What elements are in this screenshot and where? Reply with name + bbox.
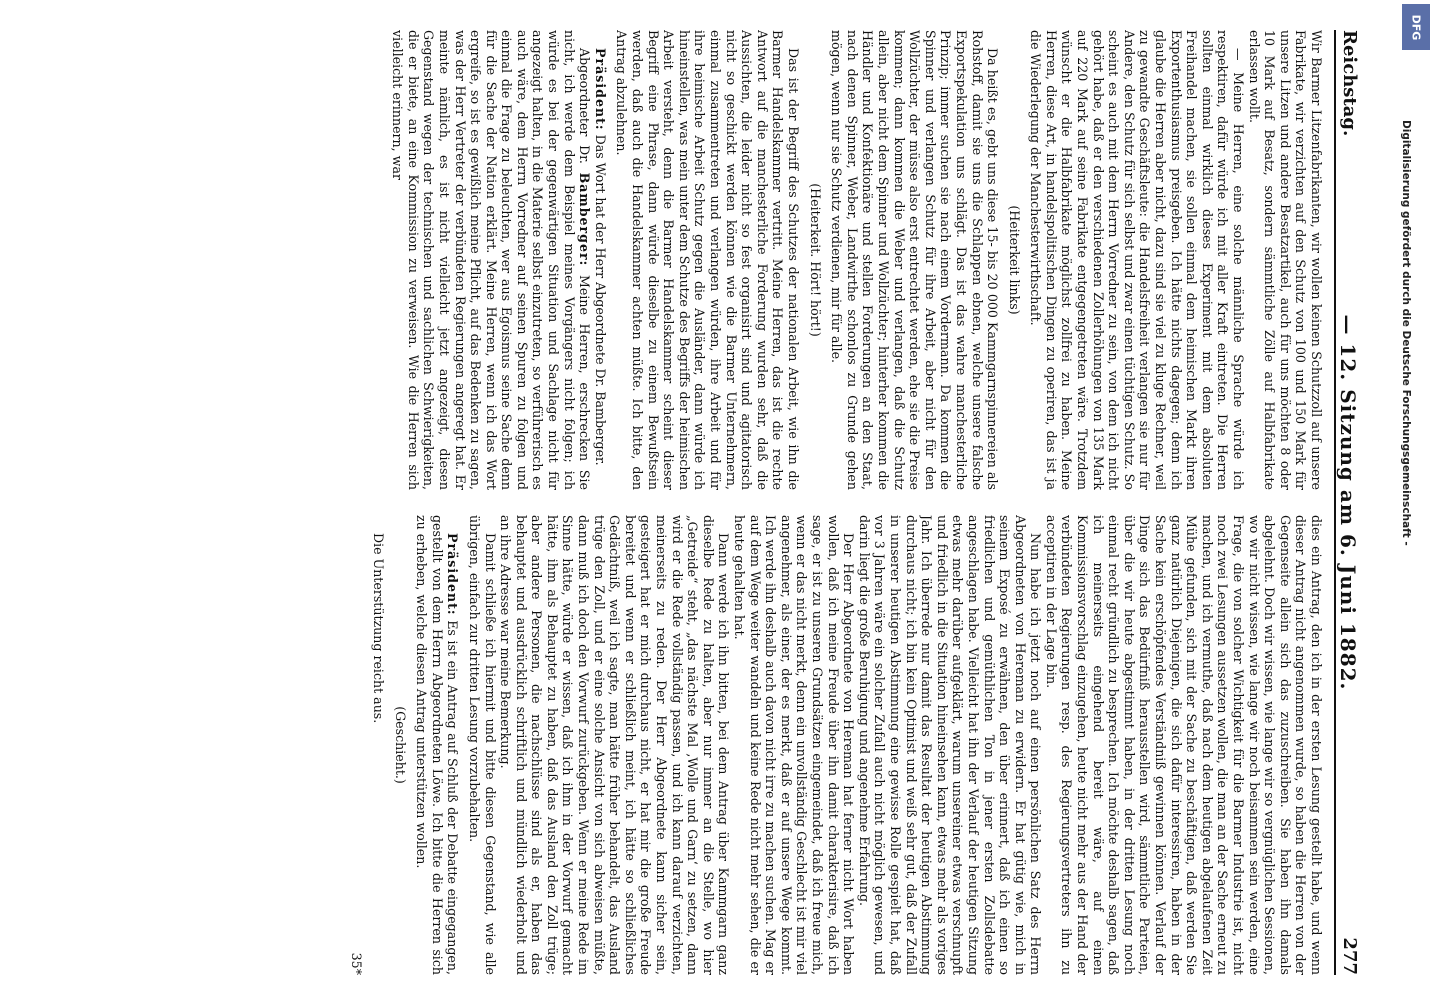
speech-text: Das Wort hat der Herr Abgeordnete Dr. Bamberger. [592,130,608,466]
interjection: (Heiterkeit. Hört! hört!) [807,183,823,337]
page-header [1334,30,1362,975]
interjection: (Geschieht.) [392,706,408,784]
paragraph: dies ein Antrag, den ich in der ersten Lesung gestellt habe, und wenn dieser Antrag nicht angenommen wurde, so haben die Herren von der Gegenseite allein sich das zuzuschreiben. Sie haben ihn damals abgelehnt. Doch wir wissen, wie lange wir so vergnüglichen Sessionen, wo wir nicht wissen, wie lange wir noch beisammen sein werden, eine Frage, die von solcher Wichtigkeit für die Barmer Industrie ist, nicht noch zwei Lesungen aussetzen wollen, die man an der Sache erneut zu machen, und ich vermuthe, daß nach dem heutigen abgelaufenen Zeit Mühe gefunden, sich mit der Sache zu beschäftigen, daß werden Sie ganz natürlich Diejenigen, die sich dafür interessiren, haben in der Sache kein erschöpfendes Verständniß gewinnen können. Verlauf der Dinge sich das Bedürfniß herausstellen wird, sämmtliche Parteien, über die wir heute abgestimmt haben, in der dritten Lesung noch einmal recht gründlich zu besprechen. Ich möchte deshalb sagen, daß ich meinerseits eingehend bereit wäre, auf einen Kommissionsvorschlag einzugehen, heute nicht mehr aus der Hand der verbündeten Regierungen resp. des Regierungsvertreters ihn zu acceptiren in der Lage bin. [1043,515,1324,975]
signature-mark: 35* [349,952,365,975]
dfg-logo [1402,4,1430,50]
speaker-title: Abgeordneter Dr. [577,48,593,173]
left-column [44,30,1324,490]
speech-text: Es ist ein Antrag auf Schluß der Debatte eingegangen, gestellt von dem Herrn Abgeordneten Löwe. Ich bitte die Herren sich zu erheben, welche diesen Antrag unterstützen wollen. [414,515,461,975]
header-publication: Reichstag. [1339,30,1360,137]
paragraph: Da heißt es, gebt uns diese 15- bis 20 000 Kammgarnspinnereien als Rohstoff, damit sie uns die Schlappen ebnen, welche unsere falsche Exportspekulation uns schlägt. Das ist das wahre manchesterliche Prinzip; immer suchen sie nach einem Vordermann. Da kommen die Spinner und verlangen Schutz für ihre Arbeit, aber nicht für den Wollzüchter, der müsse also erst entrechtet werden, ehe sie die Preise kommen; dann kommen die Weber und verlangen, daß die Schutz allein, aber nicht dem Spinner und Wollzüchter; hinterher kommen die Händler und Konfektionäre und stellen Forderungen an den Staat, nach denen Spinner, Weber, Landwirthe schonlos zu Grunde gehen mögen, wenn nur sie Schutz verdienen, mir für alle. [829,30,1001,490]
speaker-name: Bamberger: [577,172,593,267]
paragraph: Nun habe ich jetzt noch auf einen persönlichen Satz des Herrn Abgeordneten von Hereman zu erwidern. Er hat gütig wie, mich in seinem Exposé zu erwähnen, den über erinnert, daß ich einen so friedlichen und gemüthlichen Ton in jener ersten Zollsdebatte angeschlagen habe. Vielleicht hat ihn der Verlauf der heutigen Sitzung etwas mehr darüber aufgeklärt, warum unsereiner etwas verschnupft und friedlich in die Situation hineinsehen kann, etwas mehr als voriges Jahr. Ich überrede nur damit das Resultat der heutigen Abstimmung durchaus nicht; ich bin kein Optimist und weiß sehr gut, daß der Zufall in unserer heutigen Abstimmung eine gewisse Rolle gespielt hat, daß vor 3 Jahren wäre ein solcher Zufall auch nicht möglich gewesen, und darin liegt die große Beruhigung und angenehme Erfahrung. [856,515,1044,975]
paragraph: Wir Barmer Litzenfabrikanten, wir wollen keinen Schutzzoll auf unsere Fabrikate, wir verzichten auf den Schutz von 100 und 150 Mark für unsere Litzen und andere Besatzartikel, auch für uns möchten 8 oder 10 Mark auf Besatz, sondern sämmtliche Zölle auf Halbfabrikate erlassen wollt. [1246,30,1324,490]
speaker-name: Präsident: [592,48,608,131]
speaker-name: Präsident: [445,533,461,616]
paragraph: Damit schließe ich hiermit und bitte diesen Gegenstand, wie alle übrigen, einfach zur dritten Lesung vorzubehalten. [466,515,498,975]
paragraph: Dann werde ich ihn bitten, bei dem Antrag über Kammgarn ganz dieselbe Rede zu halten, aber nur immer an die Stelle, wo hier „Getreide“ steht, „das nächste Mal ‚Wolle und Garn‘ zu setzen, dann wird er die Rede vollständig passen, und ich kann darauf verzichten, meinerseits zu reden. Der Herr Abgeordnete kann sicher sein, gesteigert hat er mich durchaus nicht, er hat mir die große Freude bereitet und wenn er schließlich meint, ich hätte so schließliches Gedächtniß, weil ich sagte, man hätte früher behandelt, das Ausland trüge den Zoll, und er eine solche Ansicht von sich abweisen müßte, dann muß ich doch den Vorwurf zurückgeben. Wenn er meine Rede im Sinne hätte, würde er wissen, daß ich ihm in der Vorwurf gemacht hätte, ihm als Behauptet zu haben, daß das Ausland den Zoll trüge; aber andere Personen, die nachschlüsse sind als er, haben das behauptet und ausdrücklich schriftlich und mündlich wiederholt und an ihre Adresse war meine Bemerkung. [498,515,732,975]
speaker-paragraph [592,30,608,490]
digitization-credit: Digitalisierung gefördert durch die Deutsche Forschungsgemeinschaft - [1400,120,1412,546]
dfg-logo-text: DFG [1409,14,1423,40]
paragraph: — Meine Herren, eine solche männliche Sprache würde ich respektiren, dafür würde ich mit aller Kraft eintreten. Die Herren sollten einmal wirklich dieses Experiment mit dem absoluten Freihandel machen, sie sollen einmal dem heimischen Markt ihren Exportenthusiasmus preisgeben. Ich hätte nichts dagegen; denn ich glaube die Herren aber nicht, dazu sind sie viel zu kluge Rechner, weil zu gewandte Geschäftsleute: die Handelsfreiheit verlangen sie nur für Andere, den Schutz für sich selbst und zwar einen tüchtigen Schutz. So scheint es auch mit dem Herrn Vorredner zu sein, von dem ich nicht gehört habe, daß er den verschiedenen Zollerhöhungen von 135 Mark auf 220 Mark auf seine Fabrikate entgegengetreten wäre. Trotzdem wünscht er die Halbfabrikate möglichst zollfrei zu haben. Meine Herren, diese Art, in handelspolitischen Dingen zu operiren, das ist ja die Wiederlegung der Manchesterwirthschaft. [1028,30,1247,490]
document-page [22,30,1362,975]
speaker-paragraph [414,515,461,975]
paragraph: Der Herr Abgeordnete von Hereman hat ferner nicht Wort haben wollen, daß ich meine Freude über ihn damit charakterisire, daß ich sage, er ist zu unseren Grundsätzen eingemeindet, daß ich freue mich, wenn er das nicht merkt, denn ein unvollständig Geschlecht ist mir viel angenehmer, als einer, der es merkt, daß er auf unsere Wege kommt. Ich werde ihn deshalb auch davon nicht irre zu machen suchen. Mag er auf dem Wege weiter wandeln und keine Rede nicht mehr sehen, die er heute gehalten hat. [732,515,857,975]
right-column [44,515,1324,975]
paragraph: Das ist der Begriff des Schutzes der nationalen Arbeit, wie ihn die Barmer Handelskammer vertritt. Meine Herren, das ist die rechte Antwort auf die manchesterliche Forderung wurden sehr, daß die Aussichten, die leider nicht so fest organisirt sind und agitatorisch nicht so geschickt werden können wie die Barmer Unternehmern, einmal zusammentreten und verlangen würden, ihre Arbeit und für ihre heimische Arbeit Schutz gegen die Ausländer, dann würde ich hineinstellen, was mein unter dem Schutze des Begriffs der heimischen Arbeit versteht, denn die Barmer Handelskammer scheint dieser Begriff eine Phrase, dann würde dieselbe zu einem Bewußtsein werden, daß auch die Handelskammer achten müßte. Ich bitte, den Antrag abzulehnen. [614,30,801,490]
speech-text: Meine Herren, erschrecken Sie nicht, ich werde dem Beispiel meines Vorgängers nicht folgen; ich würde es bei der gegenwärtigen Situation und Sachlage nicht für angezeigt halten, in die Materie selbst einzutreten, so verführerisch es auch wäre, dem Herrn Vorredner auf seinen Spuren zu folgen und einmal die Frage zu beleuchten, wer aus Egoismus seine Sache denn für die Sache der Nation erklärt. Meine Herren, wenn ich das Wort ergreife, so ist es gewißlich meine Pflicht, auf das Bedenken zu sagen, was der Herr Vertreter der verbündeten Regierungen angeregt hat. Er meinte nämlich, es ist nicht vielleicht jetzt angezeigt, diesen Gegenstand wegen der technischen und sachlichen Schwierigkeiten, die er biete, an eine Kommission zu verweisen. Wie die Herren sich vielleicht erinnern, war [390,30,593,490]
header-page-number: 277 [1339,937,1360,975]
header-session-title: — 12. Sitzung am 6. Juni 1882. [1336,314,1360,691]
interjection: (Heiterkeit links) [1006,205,1022,315]
speaker-paragraph [390,30,593,490]
paragraph: Die Unterstützung reicht aus. [370,533,386,724]
